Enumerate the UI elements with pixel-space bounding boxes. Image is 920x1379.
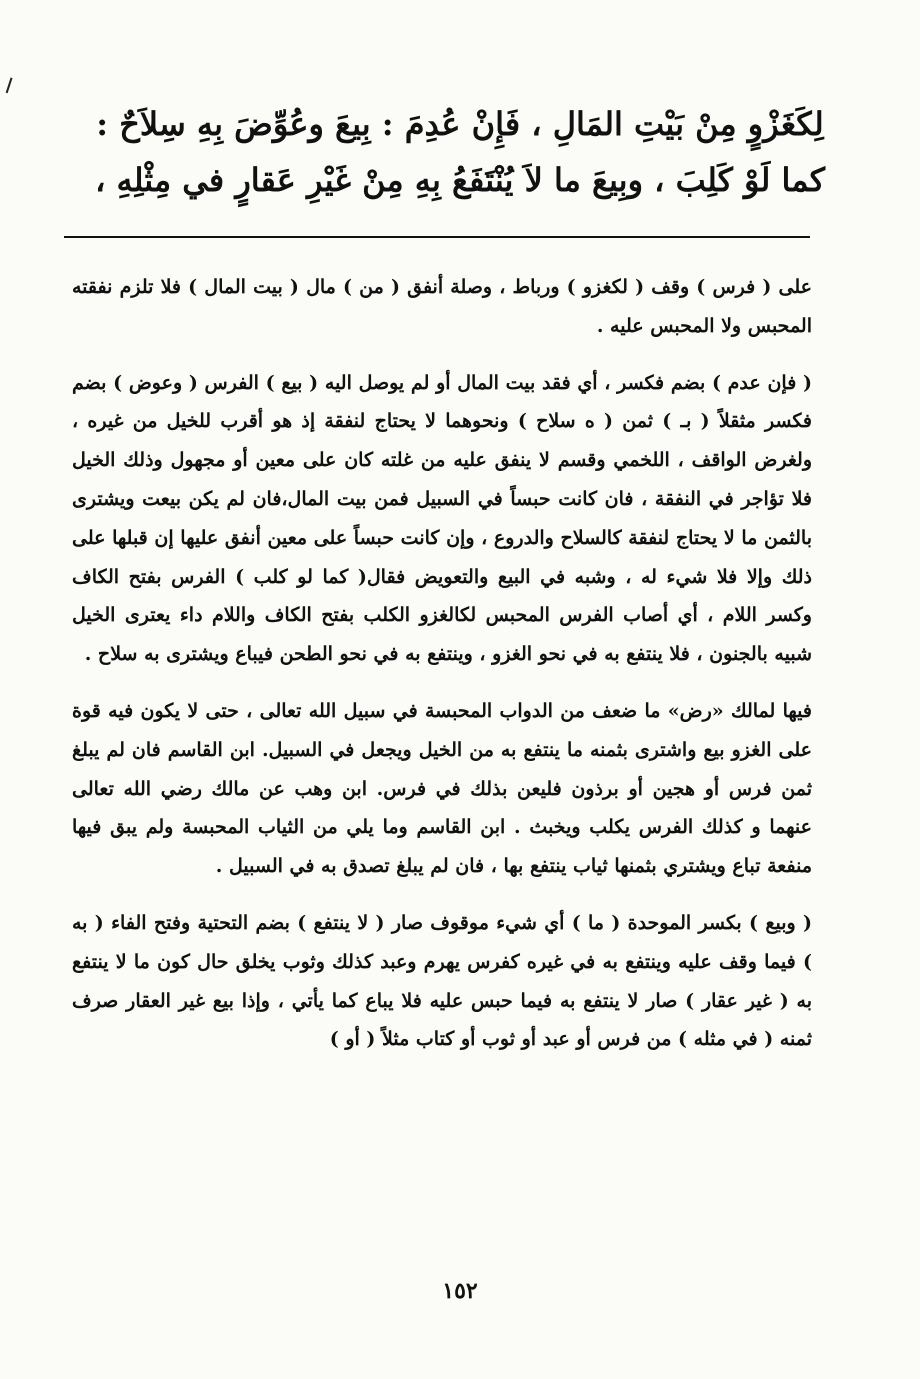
main-text-line-1: لِكَغَزْوٍ مِنْ بَيْتِ المَالِ ، فَإِنْ عُدِمَ : بِيعَ وعُوِّضَ بِهِ سِلاَحٌ : <box>96 105 824 143</box>
main-text <box>90 100 830 212</box>
commentary <box>72 268 812 1077</box>
commentary-paragraph-4: ( وبيع ) بكسر الموحدة ( ما ) أي شيء موقوف صار ( لا ينتفع ) بضم التحتية وفتح الفاء ( به ) فيما وقف عليه وينتفع به في غيره كفرس يهرم وعبد كذلك وثوب يخلق حال كون ما لا ينتفع به ( غير عقار ) صار لا ينتفع به فيما حبس عليه فلا يباع كما يأتي ، وإذا بيع غير العقار صرف ثمنه ( في مثله ) من فرس أو عبد أو ثوب أو كتاب مثلاً ( أو ) <box>72 911 812 1051</box>
commentary-paragraph-2: ( فإن عدم ) بضم فكسر ، أي فقد بيت المال أو لم يوصل اليه ( بيع ) الفرس ( وعوض ) بضم فكسر مثقلاً ( بـ ) ثمن ( ه سلاح ) ونحوهما لا يحتاج لنفقة إذ هو أقرب للخيل من غيره ، ولغرض الواقف ، اللخمي وقسم لا ينفق عليه من غلته كان على معين أو مجهول وذلك الخيل فلا تؤاجر في النفقة ، فان كانت حبساً في السبيل فمن بيت المال،فان لم يكن بيعت ويشترى بالثمن ما لا يحتاج لنفقة كالسلاح والدروع ، وإن كانت حبساً على معين أنفق عليها إن قبلها على ذلك وإلا فلا شيء له ، وشبه في البيع والتعويض فقال( كما لو كلب ) الفرس بفتح الكاف وكسر اللام ، أي أصاب الفرس المحبس لكالغزو الكلب بفتح الكاف واللام داء يعترى الخيل شبيه بالجنون ، فلا ينتفع به في نحو الغزو ، وينتفع به في نحو الطحن فيباع ويشترى به سلاح . <box>72 371 812 666</box>
margin-mark <box>6 77 17 94</box>
commentary-paragraph-1: على ( فرس ) وقف ( لكغزو ) ورباط ، وصلة أنفق ( من ) مال ( بيت المال ) فلا تلزم نفقته المحبس ولا المحبس عليه . <box>72 276 812 337</box>
main-text-line-2: كما لَوْ كَلِبَ ، وبِيعَ ما لاَ يُنْتَفَعُ بِهِ مِنْ غَيْرِ عَقارٍ في مِثْلِهِ ، <box>95 161 825 199</box>
page-number: ١٥٢ <box>442 1278 478 1304</box>
commentary-paragraph-3: فيها لمالك «رض» ما ضعف من الدواب المحبسة في سبيل الله تعالى ، حتى لا يكون فيه قوة على الغزو بيع واشترى بثمنه ما ينتفع به من الخيل ويجعل في السبيل. ابن القاسم فان لم يبلغ ثمن فرس أو هجين أو برذون فليعن بذلك في فرس. ابن وهب عن مالك رضي الله تعالى عنهما و كذلك الفرس يكلب ويخبث . ابن القاسم وما يلي من الثياب المحبسة ولم يبق فيها منفعة تباع ويشتري بثمنها ثياب ينتفع بها ، فان لم يبلغ تصدق به في السبيل . <box>72 699 812 878</box>
separator-rule <box>64 236 810 238</box>
